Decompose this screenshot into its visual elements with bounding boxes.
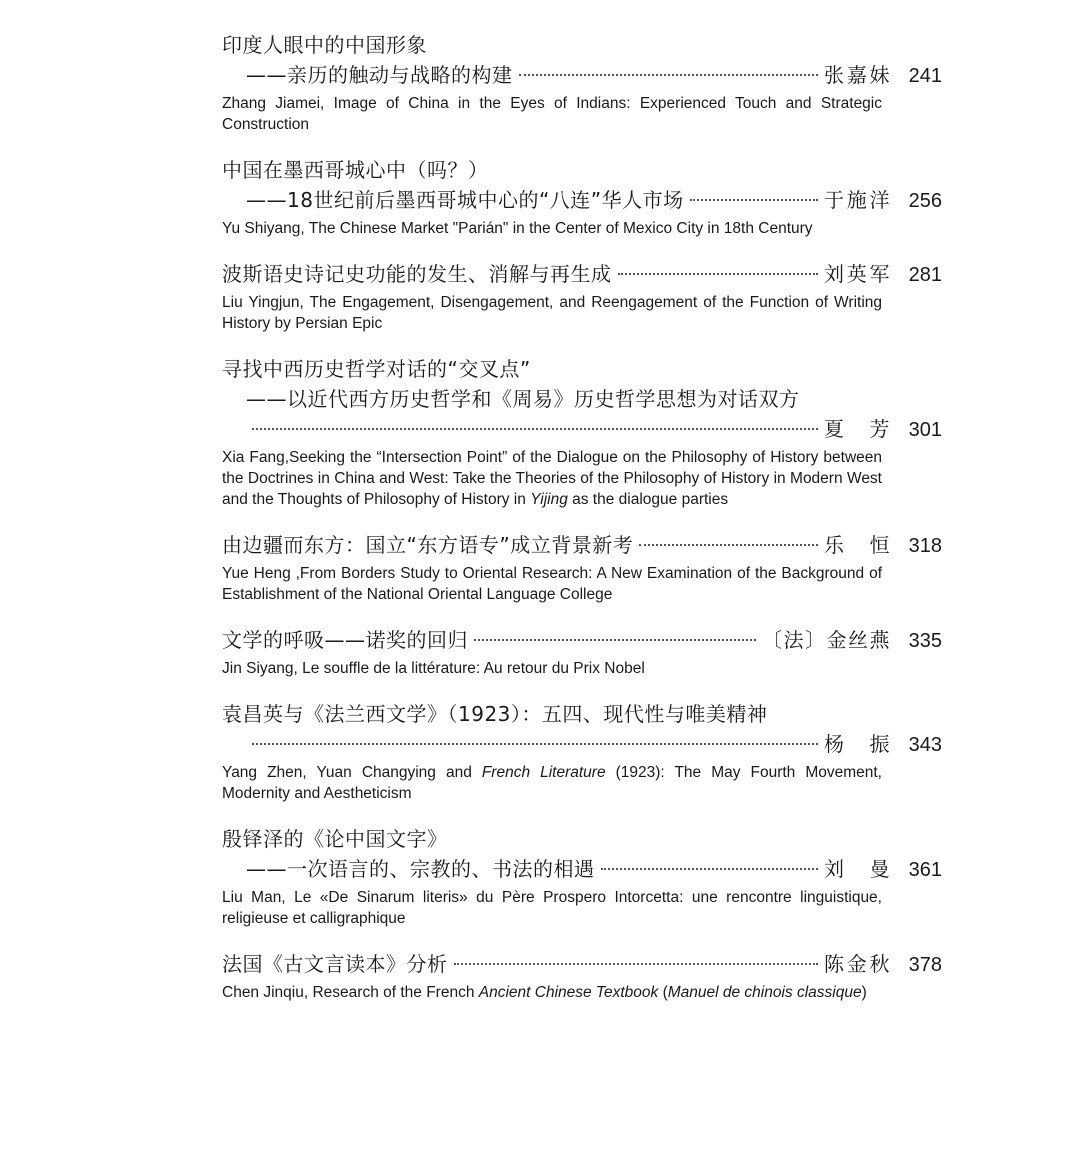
entry-title-line <box>222 259 942 289</box>
entry-page-number[interactable]: 361 <box>908 859 942 881</box>
toc-entry <box>222 155 942 239</box>
entry-title-line <box>222 30 942 60</box>
dot-leader <box>252 428 818 430</box>
entry-subtitle-line <box>222 185 942 215</box>
entry-title: 由边疆而东方：国立“东方语专”成立背景新考 <box>222 533 634 557</box>
english-text: ) <box>861 984 867 1001</box>
english-text: ( <box>658 984 668 1001</box>
entry-page-number[interactable]: 335 <box>908 630 942 652</box>
english-text: as the dialogue parties <box>567 491 729 508</box>
english-text: Yu Shiyang, The Chinese Market "Parián" in the Center of Mexico City in 18th Century <box>222 220 813 237</box>
dot-leader <box>618 273 819 275</box>
entry-author: 张嘉妹 <box>824 63 890 87</box>
toc-entry <box>222 949 942 1003</box>
toc-entry <box>222 625 942 679</box>
english-text: (1923): The May Fourth Movement, Modernity and Aestheticism <box>222 764 882 802</box>
entry-subtitle-line <box>222 384 942 414</box>
entry-english-title <box>222 292 882 334</box>
english-text: Liu Man, Le «De Sinarum literis» du Père Prospero Intorcetta: une rencontre linguistique, religieuse et calligraphique <box>222 889 882 927</box>
dot-leader <box>601 868 819 870</box>
entry-subtitle: ——亲历的触动与战略的构建 <box>246 63 513 87</box>
entry-author: 夏芳 <box>824 417 890 441</box>
entry-title-line <box>222 699 942 729</box>
entry-english-title <box>222 982 882 1003</box>
dot-leader <box>690 199 818 201</box>
entry-page-number[interactable]: 343 <box>908 734 942 756</box>
entry-title-line <box>222 625 942 655</box>
toc-entry <box>222 30 942 135</box>
entry-title-line <box>222 155 942 185</box>
toc-entry <box>222 824 942 929</box>
entry-english-title <box>222 887 882 929</box>
english-text: Yang Zhen, Yuan Changying and <box>222 764 482 781</box>
entry-author: 刘英军 <box>824 262 890 286</box>
english-text: Xia Fang,Seeking the “Intersection Point” of the Dialogue on the Philosophy of History between the Doctrines in China and West: Take the Theories of the Philosophy of History in Modern West and the Thoughts of Philosophy of History in <box>222 449 882 508</box>
entry-title-line <box>222 824 942 854</box>
entry-page-number[interactable]: 378 <box>908 954 942 976</box>
entry-title-line <box>222 949 942 979</box>
entry-title: 印度人眼中的中国形象 <box>222 33 427 57</box>
dot-leader <box>639 544 818 546</box>
english-text: Yue Heng ,From Borders Study to Oriental Research: A New Examination of the Background of Establishment of the National Oriental Language College <box>222 565 882 603</box>
english-italic-text: Manuel de chinois classique <box>667 984 862 1001</box>
toc-entry <box>222 699 942 804</box>
entry-title: 法国《古文言读本》分析 <box>222 952 448 976</box>
entry-title: 寻找中西历史哲学对话的“交叉点” <box>222 357 531 381</box>
entry-english-title <box>222 658 882 679</box>
entry-title: 殷铎泽的《论中国文字》 <box>222 827 448 851</box>
table-of-contents <box>222 30 942 1023</box>
entry-page-number[interactable]: 256 <box>908 190 942 212</box>
entry-author: 陈金秋 <box>824 952 890 976</box>
entry-page-number[interactable]: 301 <box>908 419 942 441</box>
toc-entry <box>222 259 942 334</box>
entry-title-line <box>222 530 942 560</box>
entry-author: 〔法〕金丝燕 <box>762 628 890 652</box>
entry-english-title <box>222 93 882 135</box>
entry-author: 于施洋 <box>824 188 890 212</box>
entry-english-title <box>222 218 882 239</box>
dot-leader <box>252 743 818 745</box>
entry-leader-line <box>222 729 942 759</box>
entry-subtitle-line <box>222 854 942 884</box>
entry-subtitle: ——18世纪前后墨西哥城中心的“八连”华人市场 <box>246 188 684 212</box>
entry-author: 杨振 <box>824 732 890 756</box>
english-text: Chen Jinqiu, Research of the French <box>222 984 479 1001</box>
entry-english-title <box>222 563 882 605</box>
english-text: Jin Siyang, Le souffle de la littérature: Au retour du Prix Nobel <box>222 660 645 677</box>
entry-title: 波斯语史诗记史功能的发生、消解与再生成 <box>222 262 612 286</box>
english-text: Zhang Jiamei, Image of China in the Eyes of Indians: Experienced Touch and Strategic Construction <box>222 95 882 133</box>
toc-entry <box>222 354 942 510</box>
english-italic-text: Yijing <box>530 491 568 508</box>
entry-english-title <box>222 447 882 510</box>
entry-page-number[interactable]: 241 <box>908 65 942 87</box>
english-text: Liu Yingjun, The Engagement, Disengagement, and Reengagement of the Function of Writing History by Persian Epic <box>222 294 882 332</box>
entry-subtitle-line <box>222 60 942 90</box>
entry-leader-line <box>222 414 942 444</box>
entry-author: 乐恒 <box>824 533 890 557</box>
entry-page-number[interactable]: 318 <box>908 535 942 557</box>
entry-english-title <box>222 762 882 804</box>
entry-page-number[interactable]: 281 <box>908 264 942 286</box>
toc-entry <box>222 530 942 605</box>
entry-title: 文学的呼吸——诺奖的回归 <box>222 628 468 652</box>
entry-subtitle: ——以近代西方历史哲学和《周易》历史哲学思想为对话双方 <box>246 387 800 411</box>
entry-title: 中国在墨西哥城心中（吗？） <box>222 158 489 182</box>
entry-title-line <box>222 354 942 384</box>
english-italic-text: Ancient Chinese Textbook <box>478 984 659 1001</box>
entry-subtitle: ——一次语言的、宗教的、书法的相遇 <box>246 857 595 881</box>
english-italic-text: French Literature <box>481 764 606 781</box>
dot-leader <box>519 74 819 76</box>
dot-leader <box>474 639 756 641</box>
entry-title: 袁昌英与《法兰西文学》（1923）：五四、现代性与唯美精神 <box>222 702 768 726</box>
dot-leader <box>454 963 819 965</box>
entry-author: 刘曼 <box>824 857 890 881</box>
